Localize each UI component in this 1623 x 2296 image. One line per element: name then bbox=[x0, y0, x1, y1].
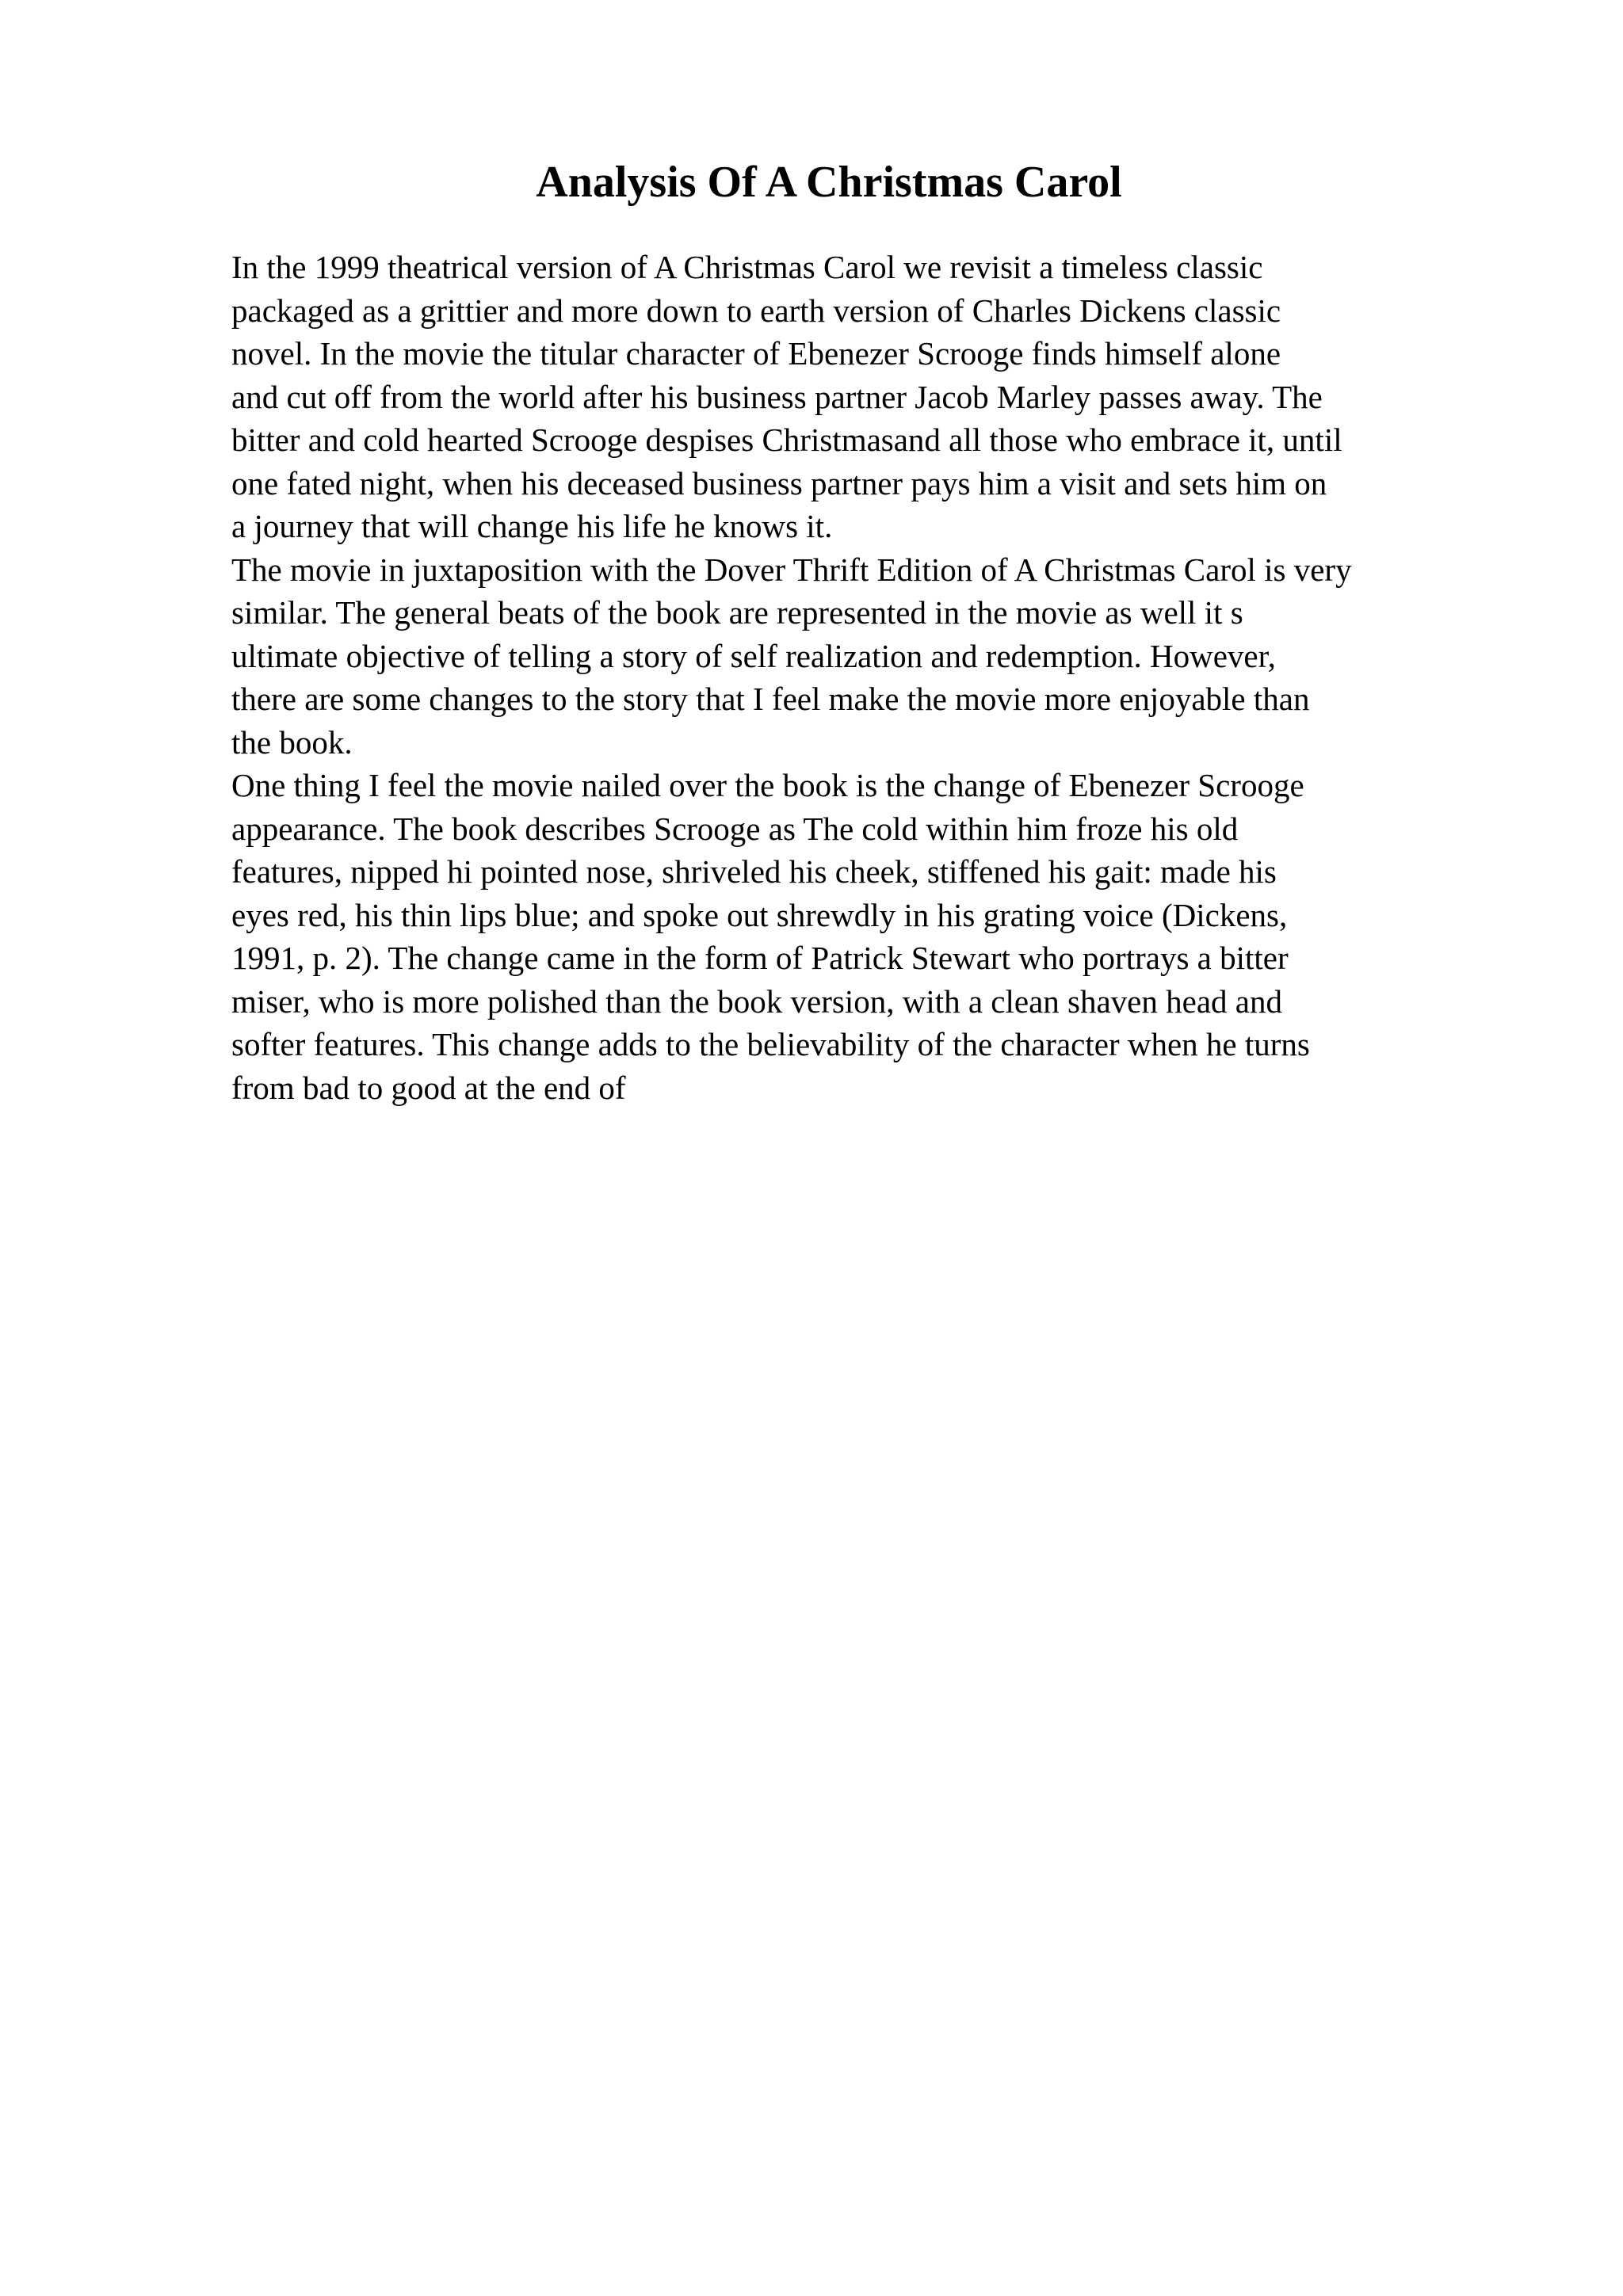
text-line: similar. The general beats of the book are represented in the movie as well it s bbox=[231, 594, 1243, 631]
text-line: One thing I feel the movie nailed over the book is the change of Ebenezer Scrooge bbox=[231, 767, 1304, 803]
text-line: there are some changes to the story that I feel make the movie more enjoyable than bbox=[231, 681, 1310, 717]
text-line: 1991, p. 2). The change came in the form of Patrick Stewart who portrays a bitter bbox=[231, 940, 1289, 976]
text-line: eyes red, his thin lips blue; and spoke out shrewdly in his grating voice (Dickens, bbox=[231, 896, 1288, 933]
text-line: and cut off from the world after his business partner Jacob Marley passes away. The bbox=[231, 378, 1323, 415]
text-line: features, nipped hi pointed nose, shriveled his cheek, stiffened his gait: made his bbox=[231, 853, 1277, 890]
text-line: from bad to good at the end of bbox=[231, 1069, 626, 1106]
text-line: the book. bbox=[231, 723, 353, 761]
text-line: miser, who is more polished than the book version, with a clean shaven head and bbox=[231, 982, 1282, 1020]
text-line: ultimate objective of telling a story of self realization and redemption. However, bbox=[231, 637, 1276, 674]
text-line: one fated night, when his deceased business partner pays him a visit and sets him on bbox=[231, 464, 1327, 502]
text-line: appearance. The book describes Scrooge as The cold within him froze his old bbox=[231, 810, 1239, 847]
text-line: The movie in juxtaposition with the Dover Thrift Edition of A Christmas Carol is very bbox=[231, 551, 1352, 588]
text-line: a journey that will change his life he knows it. bbox=[231, 508, 833, 544]
document-body bbox=[231, 246, 1547, 1109]
text-line: In the 1999 theatrical version of A Christmas Carol we revisit a timeless classic bbox=[231, 249, 1263, 285]
text-line: novel. In the movie the titular character of Ebenezer Scrooge finds himself alone bbox=[231, 335, 1281, 372]
text-line: bitter and cold hearted Scrooge despises Christmasand all those who embrace it, until bbox=[231, 421, 1342, 458]
text-line: packaged as a grittier and more down to earth version of Charles Dickens classic bbox=[231, 292, 1281, 329]
text-line: softer features. This change adds to the believability of the character when he turns bbox=[231, 1026, 1310, 1062]
document-title: Analysis Of A Christmas Carol bbox=[536, 158, 1122, 207]
